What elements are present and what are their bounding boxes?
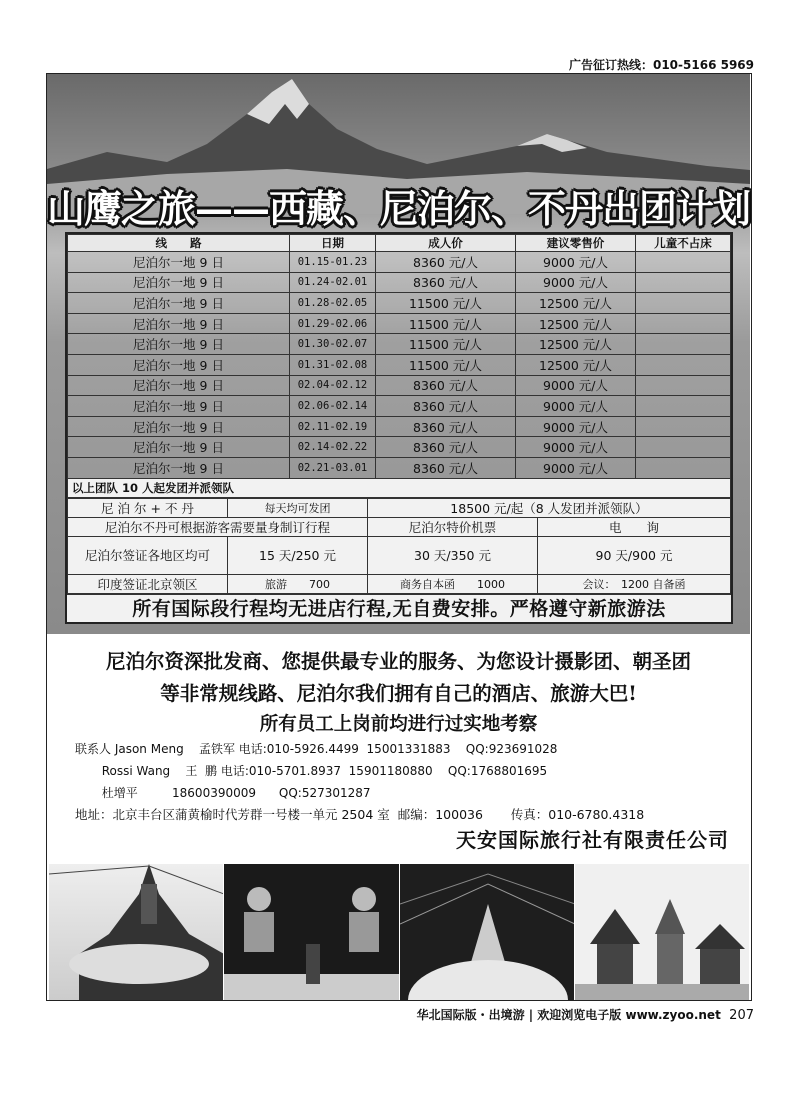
- retail-price-cell: 9000 元/人: [516, 272, 636, 293]
- table-row: [68, 252, 731, 273]
- route-cell: 尼泊尔一地 9 日: [68, 416, 290, 437]
- date-cell: 02.04-02.12: [290, 375, 376, 396]
- column-header-adult-price: 成人价: [376, 235, 516, 252]
- retail-price-cell: 12500 元/人: [516, 313, 636, 334]
- contact-line: 联系人 Jason Meng 孟铁军 电话:010-5926.4499 15001331883 QQ:923691028: [75, 742, 558, 756]
- adult-price-cell: 11500 元/人: [376, 313, 516, 334]
- adult-price-cell: 8360 元/人: [376, 396, 516, 417]
- service-row: [68, 498, 731, 517]
- adult-price-cell: 11500 元/人: [376, 334, 516, 355]
- route-cell: 尼泊尔一地 9 日: [68, 375, 290, 396]
- service-row: [68, 517, 731, 536]
- table-row: [68, 354, 731, 375]
- date-cell: 01.31-02.08: [290, 354, 376, 375]
- table-row: [68, 334, 731, 355]
- adult-price-cell: 8360 元/人: [376, 375, 516, 396]
- service-price: 18500 元/起（8 人发团并派领队）: [368, 498, 731, 517]
- date-cell: 02.21-03.01: [290, 457, 376, 478]
- child-price-cell: [636, 293, 731, 314]
- photo-strip: [49, 864, 749, 1000]
- table-row: [68, 396, 731, 417]
- date-cell: 01.30-02.07: [290, 334, 376, 355]
- mountain-photo: [47, 74, 750, 634]
- route-cell: 尼泊尔一地 9 日: [68, 313, 290, 334]
- visa-price: 90 天/900 元: [538, 536, 731, 574]
- address-line: 地址：北京丰台区蒲黄榆时代芳群一号楼一单元 2504 室 邮编：100036 传真：010-6780.4318: [75, 807, 645, 822]
- page-footer: [417, 1006, 754, 1023]
- column-header-retail-price: 建议零售价: [516, 235, 636, 252]
- table-row: [68, 437, 731, 458]
- date-cell: 01.15-01.23: [290, 252, 376, 273]
- adult-price-cell: 8360 元/人: [376, 252, 516, 273]
- group-note: 以上团队 10 人起发团并派领队: [68, 478, 731, 497]
- child-price-cell: [636, 354, 731, 375]
- adult-price-cell: 8360 元/人: [376, 272, 516, 293]
- date-cell: 02.06-02.14: [290, 396, 376, 417]
- tour-schedule-table: [65, 232, 733, 624]
- visa-price: 旅游 700: [228, 574, 368, 593]
- route-cell: 尼泊尔一地 9 日: [68, 334, 290, 355]
- adult-price-cell: 11500 元/人: [376, 293, 516, 314]
- adult-price-cell: 8360 元/人: [376, 416, 516, 437]
- ad-hotline: 广告征订热线：010-5166 5969: [568, 58, 754, 72]
- durbar-square-photo: [575, 864, 749, 1000]
- child-price-cell: [636, 375, 731, 396]
- date-cell: 02.14-02.22: [290, 437, 376, 458]
- stupa-photo: [49, 864, 224, 1000]
- prayer-flags-photo: [400, 864, 575, 1000]
- retail-price-cell: 9000 元/人: [516, 375, 636, 396]
- service-detail: 每天均可发团: [228, 498, 368, 517]
- column-header-route: 线 路: [68, 235, 290, 252]
- child-price-cell: [636, 252, 731, 273]
- adult-price-cell: 8360 元/人: [376, 457, 516, 478]
- table-row: [68, 272, 731, 293]
- advertisement-frame: [46, 73, 752, 1001]
- table-row: [68, 313, 731, 334]
- table-row: [68, 457, 731, 478]
- promo-line: 所有员工上岗前均进行过实地考察: [259, 714, 538, 735]
- service-price: 电 询: [538, 517, 731, 536]
- date-cell: 01.28-02.05: [290, 293, 376, 314]
- column-header-date: 日期: [290, 235, 376, 252]
- visa-price: 会议： 1200 自备函: [538, 574, 731, 593]
- service-name: 尼泊尔不丹可根据游客需要量身制订行程: [68, 517, 368, 536]
- table-row: [68, 416, 731, 437]
- visa-price: 30 天/350 元: [368, 536, 538, 574]
- route-cell: 尼泊尔一地 9 日: [68, 457, 290, 478]
- extra-services-table: [67, 498, 731, 594]
- adult-price-cell: 11500 元/人: [376, 354, 516, 375]
- route-cell: 尼泊尔一地 9 日: [68, 272, 290, 293]
- visa-price: 15 天/250 元: [228, 536, 368, 574]
- retail-price-cell: 12500 元/人: [516, 293, 636, 314]
- service-detail: 尼泊尔特价机票: [368, 517, 538, 536]
- service-name: 尼 泊 尔 + 不 丹: [68, 498, 228, 517]
- date-cell: 01.24-02.01: [290, 272, 376, 293]
- child-price-cell: [636, 313, 731, 334]
- route-cell: 尼泊尔一地 9 日: [68, 396, 290, 417]
- retail-price-cell: 9000 元/人: [516, 416, 636, 437]
- child-price-cell: [636, 396, 731, 417]
- column-header-child-price: 儿童不占床: [636, 235, 731, 252]
- retail-price-cell: 12500 元/人: [516, 354, 636, 375]
- temple-statues-photo: [224, 864, 399, 1000]
- visa-price: 商务自本函 1000: [368, 574, 538, 593]
- route-cell: 尼泊尔一地 9 日: [68, 252, 290, 273]
- child-price-cell: [636, 457, 731, 478]
- retail-price-cell: 12500 元/人: [516, 334, 636, 355]
- promo-line: 尼泊尔资深批发商、您提供最专业的服务、为您设计摄影团、朝圣团: [105, 650, 691, 673]
- contact-line: 杜增平 18600390009 QQ:527301287: [75, 786, 371, 800]
- route-cell: 尼泊尔一地 9 日: [68, 437, 290, 458]
- promo-line: 等非常规线路、尼泊尔我们拥有自己的酒店、旅游大巴!: [160, 682, 637, 705]
- service-row: [68, 536, 731, 574]
- footer-text: 华北国际版・出境游 | 欢迎浏览电子版 www.zyoo.net: [416, 1008, 721, 1022]
- service-row: [68, 574, 731, 593]
- retail-price-cell: 9000 元/人: [516, 457, 636, 478]
- visa-name: 尼泊尔签证各地区均可: [68, 536, 228, 574]
- child-price-cell: [636, 334, 731, 355]
- date-cell: 01.29-02.06: [290, 313, 376, 334]
- route-cell: 尼泊尔一地 9 日: [68, 293, 290, 314]
- table-row: [68, 375, 731, 396]
- retail-price-cell: 9000 元/人: [516, 252, 636, 273]
- page-title: 山鹰之旅——西藏、尼泊尔、不丹出团计划: [47, 186, 751, 231]
- retail-price-cell: 9000 元/人: [516, 437, 636, 458]
- child-price-cell: [636, 272, 731, 293]
- adult-price-cell: 8360 元/人: [376, 437, 516, 458]
- retail-price-cell: 9000 元/人: [516, 396, 636, 417]
- table-header-row: [68, 235, 731, 252]
- page-number: 207: [729, 1008, 754, 1023]
- child-price-cell: [636, 416, 731, 437]
- route-cell: 尼泊尔一地 9 日: [68, 354, 290, 375]
- child-price-cell: [636, 437, 731, 458]
- visa-name: 印度签证北京领区: [68, 574, 228, 593]
- date-cell: 02.11-02.19: [290, 416, 376, 437]
- table-row: [68, 293, 731, 314]
- policy-banner: 所有国际段行程均无进店行程,无自费安排。严格遵守新旅游法: [67, 594, 731, 622]
- company-name: 天安国际旅行社有限责任公司: [456, 828, 729, 852]
- group-note-row: [68, 478, 731, 497]
- contact-line: Rossi Wang 王 鹏 电话:010-5701.8937 15901180880 QQ:1768801695: [75, 764, 548, 778]
